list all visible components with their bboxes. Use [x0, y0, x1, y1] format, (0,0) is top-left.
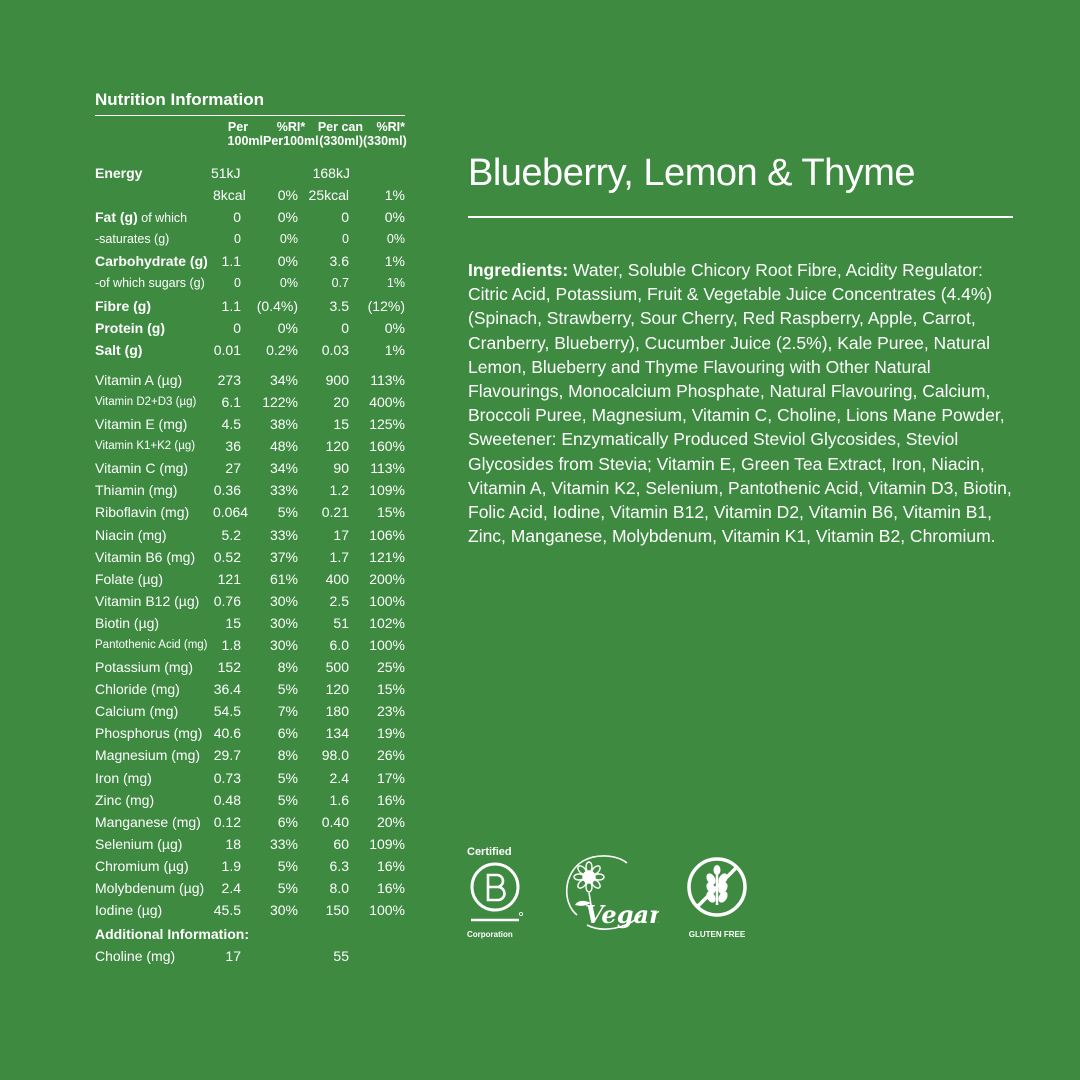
ri-per100: 0%	[279, 232, 298, 247]
nutrient-row	[95, 272, 405, 294]
micronutrient-label: Vitamin B12 (µg)	[95, 592, 200, 609]
value-percan: 20	[333, 393, 349, 410]
value-percan: 2.4	[329, 769, 349, 786]
value-percan: 0	[341, 319, 349, 336]
micronutrient-row	[95, 744, 405, 766]
value-percan: 6.0	[329, 636, 349, 653]
ri-percan: 160%	[369, 438, 405, 455]
ri-percan: 109%	[369, 482, 405, 499]
title-divider	[468, 216, 1013, 218]
ri-percan: 25%	[376, 659, 405, 676]
ri-per100: 8%	[277, 659, 298, 676]
ri-percan: (12%)	[367, 297, 405, 314]
value-per100: 4.5	[221, 416, 241, 433]
energy-kcal-100: 8kcal	[213, 187, 246, 204]
micronutrient-row	[95, 546, 405, 568]
micronutrient-label: Vitamin D2+D3 (µg)	[95, 395, 197, 408]
vegan-sunflower-icon	[557, 853, 659, 937]
micronutrient-label: Niacin (mg)	[95, 526, 167, 543]
micronutrient-row	[95, 457, 405, 479]
nutrient-row	[95, 317, 405, 339]
value-per100: 273	[217, 371, 241, 388]
nutrient-name: -saturates (g)	[95, 232, 170, 247]
gluten-free-icon	[685, 855, 749, 919]
value-per100: 45.5	[213, 902, 241, 919]
bcorp-certified-text: Certified	[467, 846, 512, 858]
value-per100: 5.2	[221, 526, 241, 543]
ri-per100: 8%	[277, 747, 298, 764]
micronutrient-row	[95, 877, 405, 899]
value-percan: 1.2	[329, 482, 349, 499]
ri-per100: 0%	[279, 276, 298, 291]
nutrient-name: Fibre (g)	[95, 297, 151, 314]
ri-per100: 5%	[277, 504, 298, 521]
value-percan: 0	[341, 209, 349, 226]
ri-per100: 5%	[277, 857, 298, 874]
value-per100: 18	[225, 835, 241, 852]
ingredients-block	[468, 258, 1013, 548]
micronutrient-label: Pantothenic Acid (mg)	[95, 638, 208, 651]
value-per100: 0.064	[213, 504, 249, 521]
value-percan: 98.0	[321, 747, 349, 764]
value-percan: 55	[333, 948, 349, 965]
value-percan: 3.6	[329, 253, 349, 270]
ri-per100: 6%	[277, 725, 298, 742]
additional-info-title: Additional Information:	[95, 926, 249, 943]
value-percan: 150	[325, 902, 349, 919]
value-per100: 121	[217, 570, 241, 587]
value-percan: 500	[325, 659, 349, 676]
ri-percan: 17%	[376, 769, 405, 786]
ri-percan: 113%	[370, 460, 405, 477]
ri-per100: 122%	[262, 393, 298, 410]
micronutrient-row	[95, 501, 405, 523]
ri-percan: 1%	[386, 276, 405, 291]
ri-percan: 1%	[384, 341, 405, 358]
value-percan: 400	[325, 570, 349, 587]
micronutrient-label: Chromium (µg)	[95, 857, 189, 874]
value-percan: 0	[342, 232, 349, 247]
nutrient-label	[95, 339, 213, 361]
ri-per100: 33%	[269, 526, 298, 543]
gluten-free-badge	[684, 855, 750, 940]
ri-per100: (0.4%)	[256, 297, 298, 314]
ri-per100	[241, 945, 298, 967]
value-per100: 29.7	[213, 747, 241, 764]
energy-kcal-can: 25kcal	[308, 187, 349, 204]
nutrient-label	[95, 272, 213, 294]
ri-percan: 102%	[369, 614, 405, 631]
ri-percan: 100%	[369, 592, 405, 609]
nutrient-name: Protein (g)	[95, 319, 165, 336]
ri-per100: 5%	[277, 880, 298, 896]
value-per100: 0.12	[213, 813, 241, 830]
ri-percan: 19%	[376, 725, 405, 742]
micronutrient-row	[95, 700, 405, 722]
micronutrient-label: Chloride (mg)	[95, 681, 180, 698]
nutrient-row	[95, 339, 405, 361]
nutrient-name: -of which sugars (g)	[95, 276, 205, 291]
ri-per100: 0%	[277, 253, 298, 270]
micronutrient-label: Vitamin C (mg)	[95, 460, 189, 477]
nutrient-label	[95, 295, 213, 317]
additional-rows	[95, 945, 405, 967]
nutrient-name: Salt (g)	[95, 341, 143, 358]
value-per100: 1.9	[221, 857, 241, 874]
value-percan: 120	[325, 681, 349, 698]
value-per100: 0.36	[213, 482, 241, 499]
header-spacer	[95, 120, 213, 148]
additional-row	[95, 945, 405, 967]
ri-per100: 30%	[269, 614, 298, 631]
energy-kj-row	[95, 162, 405, 184]
value-percan: 0.21	[321, 504, 349, 521]
value-per100: 0.01	[213, 341, 241, 358]
value-per100: 1.1	[221, 253, 241, 270]
value-percan: 0.7	[331, 276, 349, 291]
value-percan: 6.3	[329, 857, 349, 874]
micronutrient-row	[95, 413, 405, 435]
value-per100: 40.6	[213, 725, 241, 742]
value-per100: 0.52	[213, 548, 241, 565]
nutrition-panel	[95, 88, 405, 967]
ri-percan: 20%	[376, 813, 405, 830]
micronutrient-label: Vitamin A (µg)	[95, 371, 183, 388]
ri-per100: 37%	[269, 548, 298, 565]
ri-per100: 30%	[269, 636, 298, 653]
value-per100: 54.5	[213, 703, 241, 720]
micronutrient-label: Phosphorus (mg)	[95, 725, 203, 742]
ri-per100: 61%	[269, 570, 298, 587]
micronutrient-row	[95, 899, 405, 921]
value-per100: 2.4	[221, 880, 241, 896]
ri-percan: 113%	[370, 371, 405, 388]
micronutrient-label: Riboflavin (mg)	[95, 504, 190, 521]
vitamin-rows	[95, 369, 405, 921]
ri-per100: 34%	[269, 460, 298, 477]
micronutrient-row	[95, 811, 405, 833]
ri-percan: 15%	[376, 504, 405, 521]
nutrient-label	[95, 250, 213, 272]
value-percan: 90	[333, 460, 349, 477]
header-percan: Per can (330ml)	[317, 120, 363, 148]
value-per100: 0.73	[213, 769, 241, 786]
value-percan: 8.0	[329, 880, 349, 896]
ri-percan: 15%	[376, 681, 405, 698]
energy-kj-can: 168kJ	[312, 165, 350, 181]
micronutrient-label: Selenium (µg)	[95, 835, 183, 852]
ri-per100: 0.2%	[266, 341, 298, 358]
micronutrient-row	[95, 568, 405, 590]
ri-per100: 5%	[277, 681, 298, 698]
value-per100: 0	[233, 209, 241, 226]
nutrient-row	[95, 228, 405, 250]
ingredients-text: Water, Soluble Chicory Root Fibre, Acidity Regulator: Citric Acid, Potassium, Fruit & Vegetable Juice Concentrates (4.4%) (Spinach, Strawberry, Sour Cherry, Red Raspberry, Apple, Carrot, Cranberry, Blueberry), Cucumber Juice (2.5%), Kale Puree, Natural Lemon, Blueberry and Thyme Flavouring with Other Natural Flavourings, Monocalcium Phosphate, Natural Flavouring, Calcium, Broccoli Puree, Magnesium, Vitamin C, Choline, Lions Mane Powder, Sweetener: Enzymatically Produced Steviol Glycosides, Steviol Glycosides from Stevia; Vitamin E, Green Tea Extract, Iron, Niacin, Vitamin A, Vitamin K2, Selenium, Pantothenic Acid, Vitamin D3, Biotin, Folic Acid, Iodine, Vitamin B12, Vitamin D2, Vitamin B6, Vitamin B1, Zinc, Manganese, Molybdenum, Vitamin K1, Vitamin B2, Chromium.	[468, 260, 1012, 547]
micronutrient-row	[95, 369, 405, 391]
value-per100: 1.8	[221, 636, 241, 653]
ri-per100: 5%	[277, 791, 298, 808]
energy-kj-100: 51kJ	[210, 165, 241, 181]
gluten-free-text: GLUTEN FREE	[688, 930, 746, 939]
value-per100: 0.48	[213, 791, 241, 808]
ri-percan: 16%	[376, 880, 405, 896]
vegan-badge	[557, 853, 659, 937]
nutrient-label	[95, 317, 213, 339]
micronutrient-row	[95, 612, 405, 634]
micronutrient-label: Calcium (mg)	[95, 703, 179, 720]
ri-per100: 0%	[277, 209, 298, 226]
value-percan: 1.7	[329, 548, 349, 565]
micronutrient-label: Vitamin B6 (mg)	[95, 548, 196, 565]
additional-label: Choline (mg)	[95, 948, 176, 965]
value-per100: 6.1	[221, 393, 241, 410]
value-percan: 0.40	[321, 813, 349, 830]
value-per100: 0	[234, 276, 241, 291]
micronutrient-row	[95, 435, 405, 457]
ri-percan: 400%	[369, 393, 405, 410]
bcorp-badge	[467, 845, 527, 940]
value-percan: 51	[333, 614, 349, 631]
nutrient-label	[95, 206, 213, 228]
ri-percan: 200%	[369, 570, 405, 587]
value-percan: 15	[333, 416, 349, 433]
vegan-text: Vegan	[585, 900, 659, 929]
micronutrient-row	[95, 391, 405, 413]
ri-per100: 48%	[269, 438, 298, 455]
nutrient-label	[95, 228, 213, 250]
micronutrient-label: Potassium (mg)	[95, 659, 194, 676]
ri-percan: 109%	[369, 835, 405, 852]
micronutrient-row	[95, 722, 405, 744]
micronutrient-row	[95, 656, 405, 678]
nutrient-row	[95, 206, 405, 228]
header-ri100: %RI* Per100ml	[263, 120, 319, 148]
ri-per100: 38%	[269, 416, 298, 433]
ri-percan: 0%	[384, 209, 405, 226]
nutrition-header-row	[95, 120, 405, 148]
ri-percan: 100%	[369, 902, 405, 919]
ri-per100: 30%	[269, 592, 298, 609]
energy-kcal-ri100: 0%	[277, 187, 298, 204]
value-per100: 0	[234, 232, 241, 247]
ri-percan: 23%	[376, 703, 405, 720]
header-per100: Per 100ml	[227, 120, 263, 148]
macro-rows	[95, 206, 405, 361]
micronutrient-label: Magnesium (mg)	[95, 747, 201, 764]
micronutrient-row	[95, 833, 405, 855]
ri-percan	[349, 945, 405, 967]
nutrient-name: Fat (g)	[95, 209, 138, 226]
value-per100: 0.76	[213, 592, 241, 609]
nutrition-title: Nutrition Information	[95, 88, 405, 116]
ri-per100: 30%	[269, 902, 298, 919]
value-per100: 36.4	[213, 681, 241, 698]
ri-percan: 1%	[384, 253, 405, 270]
ri-percan: 0%	[384, 319, 405, 336]
value-per100: 17	[225, 948, 241, 965]
product-title: Blueberry, Lemon & Thyme	[468, 152, 916, 194]
bcorp-logo-icon	[469, 859, 525, 925]
value-percan: 120	[325, 438, 349, 455]
ri-percan: 121%	[369, 548, 405, 565]
micronutrient-label: Folate (µg)	[95, 570, 163, 587]
bcorp-corporation-text: Corporation	[467, 930, 513, 939]
micronutrient-label: Vitamin E (mg)	[95, 416, 188, 433]
ri-percan: 0%	[386, 232, 405, 247]
value-per100: 0	[233, 319, 241, 336]
nutrient-name: Carbohydrate (g)	[95, 253, 208, 270]
micronutrient-label: Biotin (µg)	[95, 614, 160, 631]
nutrient-row	[95, 295, 405, 317]
micronutrient-label: Zinc (mg)	[95, 791, 155, 808]
energy-label: Energy	[95, 165, 143, 181]
micronutrient-label: Iodine (µg)	[95, 902, 163, 919]
micronutrient-row	[95, 479, 405, 501]
ri-percan: 100%	[369, 636, 405, 653]
ri-percan: 26%	[376, 747, 405, 764]
ri-per100: 34%	[269, 371, 298, 388]
value-percan: 180	[325, 703, 349, 720]
micronutrient-label: Molybdenum (µg)	[95, 880, 205, 896]
micronutrient-row	[95, 524, 405, 546]
value-percan: 900	[325, 371, 349, 388]
value-per100: 27	[225, 460, 241, 477]
micronutrient-row	[95, 789, 405, 811]
value-percan: 3.5	[329, 297, 349, 314]
micronutrient-label: Thiamin (mg)	[95, 482, 178, 499]
nutrient-row	[95, 250, 405, 272]
value-percan: 134	[325, 725, 349, 742]
ri-per100: 7%	[277, 703, 298, 720]
ri-per100: 0%	[277, 319, 298, 336]
ri-per100: 6%	[277, 813, 298, 830]
value-percan: 0.03	[321, 341, 349, 358]
ri-per100: 33%	[269, 482, 298, 499]
micronutrient-label: Vitamin K1+K2 (µg)	[95, 440, 196, 453]
header-rican: %RI* (330ml)	[363, 120, 407, 148]
micronutrient-row	[95, 590, 405, 612]
ingredients-label: Ingredients:	[468, 260, 569, 280]
micronutrient-label: Iron (mg)	[95, 769, 152, 786]
micronutrient-label: Manganese (mg)	[95, 813, 201, 830]
ri-percan: 125%	[369, 416, 405, 433]
ri-percan: 16%	[376, 791, 405, 808]
ri-percan: 16%	[376, 857, 405, 874]
value-per100: 152	[217, 659, 241, 676]
value-per100: 15	[225, 614, 241, 631]
value-percan: 17	[333, 526, 349, 543]
ri-percan: 106%	[369, 526, 405, 543]
value-percan: 60	[333, 835, 349, 852]
energy-kcal-rican: 1%	[384, 187, 405, 204]
micronutrient-row	[95, 767, 405, 789]
energy-kcal-row	[95, 184, 405, 206]
value-per100: 36	[225, 438, 241, 455]
ri-per100: 33%	[269, 835, 298, 852]
micronutrient-row	[95, 678, 405, 700]
value-per100: 1.1	[221, 297, 241, 314]
value-percan: 1.6	[329, 791, 349, 808]
nutrient-suffix: of which	[137, 211, 188, 226]
micronutrient-row	[95, 634, 405, 656]
value-percan: 2.5	[329, 592, 349, 609]
ri-per100: 5%	[277, 769, 298, 786]
micronutrient-row	[95, 855, 405, 877]
